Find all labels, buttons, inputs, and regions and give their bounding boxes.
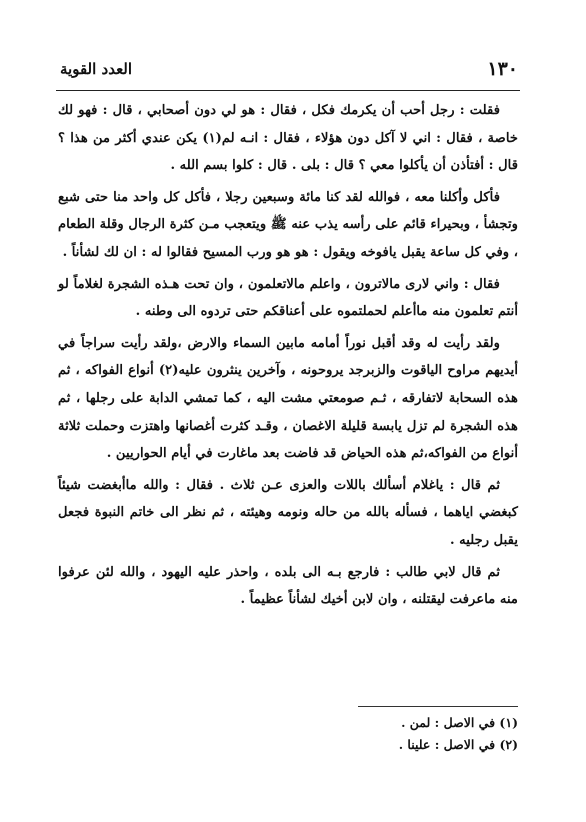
paragraph: فأكل وأكلنا معه ، فوالله لقد كنا مائة وسبعين رجلا ، فأكل كل واحد منا حتى شبع وتجشأ ، وبحيراء قائم على رأسه يذب عنه ﷺ ويتعجب مـن كثرة الرجال وقلة الطعام ، وفي كل ساعة يقبل يافوخه ويقول : هو هو ورب المسيح فقالوا له : ان لك لشأناً . xyxy=(58,189,518,260)
footnote-divider xyxy=(358,706,518,707)
header-rule xyxy=(56,90,520,91)
footnote: (٢) في الاصل : علينا . xyxy=(398,737,518,752)
page-number: ١٣٠ xyxy=(487,58,518,80)
paragraph: ولقد رأيت له وقد أقبل نوراً أمامه مابين السماء والارض ،ولقد رأيت سراجاً في أيديهم مراوح الياقوت والزبرجد يروحونه ، وآخرين ينثرون عليه(٢) أنواع الفواكه ، ثم هذه السحابة لاتفارقه ، ثـم صومعتي مشت اليه ، كما تمشي الدابة على رجلها ، ثم هذه الشجرة لم تزل يابسة قليلة الاغصان ، وقـد كثرت أغصانها واهتزت وحملت ثلاثة أنواع من الفواكه،ثم هذه الحياض قد فاضت بعد ماغارت في أيام الحواريين . xyxy=(58,335,518,462)
paragraph: ثم قال : ياغلام أسألك باللات والعزى عـن ثلاث . فقال : والله ماأبغضت شيئاً كبغضي اياهما ، فسأله بالله من حاله ونومه وهيئته ، ثم نظر الى خاتم النبوة فجعل يقبل رجليه . xyxy=(58,477,518,548)
paragraph: فقلت : رجل أحب أن يكرمك فكل ، فقال : هو لي دون أصحابي ، قال : فهو لك خاصة ، فقال : اني لا آكل دون هؤلاء ، فقال : انـه لم(١) يكن عندي أكثر من هذا ؟ قال : أفتأذن أن يأكلوا معي ؟ قال : بلى . قال : كلوا بسم الله . xyxy=(58,103,518,174)
footnote: (١) في الاصل : لمن . xyxy=(401,715,518,730)
running-title: العدد القوية xyxy=(60,60,133,78)
paragraph: ثم قال لابي طالب : فارجع بـه الى بلده ، واحذر عليه اليهود ، والله لئن عرفوا منه ماعرفت ليقتلنه ، وان لابن أخيك لشأناً عظيماً . xyxy=(58,564,518,608)
page-header xyxy=(60,58,518,88)
body-text xyxy=(58,97,518,618)
footnotes xyxy=(200,712,518,756)
paragraph: فقال : واني لارى مالاترون ، واعلم مالاتعلمون ، وان تحت هـذه الشجرة لغلاماً لو أنتم تعلمون منه ماأعلم لحملتموه على أعناقكم حتى تردوه الى وطنه . xyxy=(58,276,518,320)
